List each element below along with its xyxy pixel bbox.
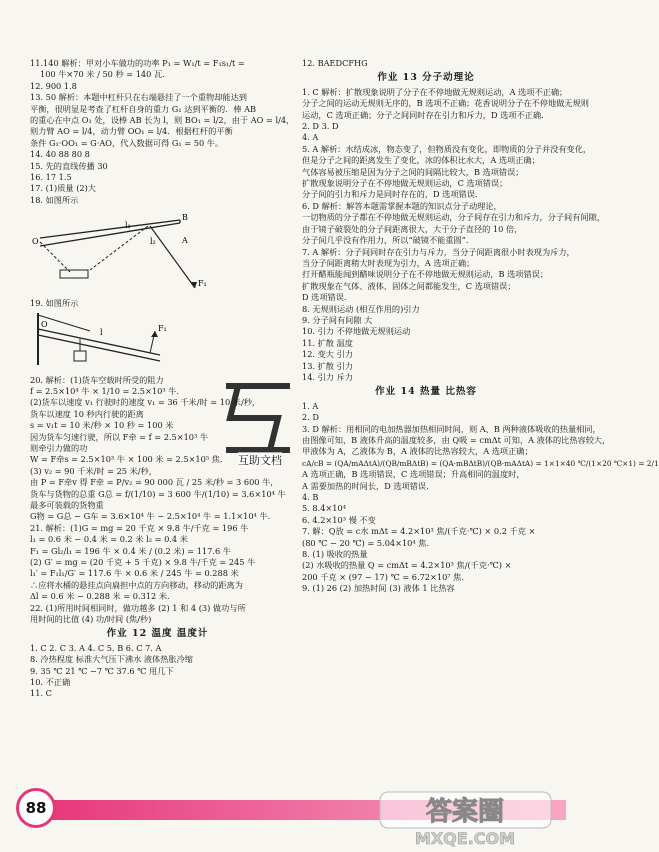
answer-20-l11: 货车与货物的总重 G总 = f/(1/10) = 3 600 牛/(1/10) = 3.6×10⁴ 牛 [30,488,286,499]
logo-text: 答案圈 [425,797,505,827]
answer-21-l4: (2) G′ = mg = (20 千克 + 5 千克) × 9.8 牛/千克 = 245 牛 [30,557,256,567]
answer-12: 12. 900 1.8 [30,80,77,91]
answer-13-5-l3: 气体容易被压缩是因为分子之间的间隔比较大，B 选项错误； [302,166,524,177]
answer-20-l3: (2)货车以速度 v₁ 行驶时的速度 v₁ = 36 千米/时 = 10 米/秒， [30,397,261,408]
answer-21-l7: Δl = 0.6 米 − 0.288 米 = 0.312 米. [30,591,170,602]
answer-13-1: 1. C 解析：扩散现象说明了分子在不停地做无规则运动，A 选项不正确； [302,86,568,97]
answer-12-11: 11. C [30,688,52,699]
answer-13-9: 9. 分子间有间隙 大 [302,314,373,325]
answer-13-6: 6. D 解析：解答本题需掌握本题的知识点分子动理论， [302,200,502,211]
answer-14-4: 4. B [302,492,319,503]
logo-url: MXQE.COM [414,829,516,848]
answer-20-l8: W = F牵s = 2.5×10³ 牛 × 100 米 = 2.5×10⁵ 焦. [30,454,223,465]
fig19-label-o: O [41,320,48,330]
answer-21-l5: l₁′ = F₁l₁/G′ = 117.6 牛 × 0.6 米 / 245 牛 = 0.288 米 [30,568,239,579]
answer-13-l4: 则力臂 AO = l/4，动力臂 OO₁ = l/4．根据杠杆的平衡 [30,126,233,137]
answer-13-5-l4: 扩散现象说明分子在不停地做无规则运动，C 选项错误； [302,178,508,189]
answer-13-4: 4. A [302,132,319,143]
answer-14-2: 2. D [302,412,319,423]
answer-18: 18. 如图所示 [30,194,79,205]
answer-13-14: 14. 引力 斥力 [302,371,353,382]
answer-13-5: 5. A 解析：水结成冰，物态变了，但物质没有变化，即物质的分子并没有变化， [302,143,592,154]
answer-13-5-l5: 分子间的引力和斥力是同时存在的，D 选项错误. [302,189,478,200]
answer-20-l12: 最多可装载的货物重 [30,499,104,510]
answer-14-3-l2: 由图像可知，B 液体升高的温度较多，由 Q吸 = cmΔt 可知，A 液体的比热容较大， [302,435,611,445]
page-number: 88 [16,788,56,828]
answer-20-l2: f = 2.5×10⁴ 牛 × 1/10 = 2.5×10³ 牛. [30,385,179,396]
answer-20-l9: (3) v₂ = 90 千米/时 = 25 米/秒， [30,465,157,476]
answer-14-1: 1. A [302,400,319,411]
fig18-label-a: A [182,236,188,246]
site-logo [378,790,553,848]
answer-13-1-l2: 分子之间的运动无规则无序的，B 选项不正确；花香说明分子在不停地做无规则 [302,98,589,109]
answer-13-11: 11. 扩散 温度 [302,337,353,348]
answer-12-8: 8. 冷热程度 标准大气压下沸水 液体热胀冷缩 [30,654,193,665]
section-title-14: 作业 14 热量 比热容 [375,386,477,398]
answer-13-l3: 的重心在中点 O₁ 处，设棒 AB 长为 l，则 BO₁ = l/2，由于 AO = l/4， [30,115,295,126]
answer-11-cont: 100 牛×70 米 / 50 秒 = 140 瓦. [40,69,165,80]
fig19-label-l: l [100,328,103,338]
answer-14-3-formula: cA/cB = (QA/mAΔtA)/(QB/mBΔtB) = (QA·mBΔtB)/(QB·mAΔtA) = 1×1×40 ℃/(1×20 ℃×1) = 2/1 [302,458,659,468]
watermark-text: 互助文档 [238,454,282,467]
answer-20: 20. 解析：(1)货车空载时所受的阻力 [30,374,164,385]
answer-21: 21. 解析：(1)G = mg = 20 千克 × 9.8 牛/千克 = 196 牛 [30,522,249,533]
answer-r-12: 12. BAEDCFHG [302,58,368,68]
fig18-label-o: O [32,237,39,247]
answer-14-8-l3: 200 千克 × (97 − 17) ℃ = 6.72×10⁷ 焦. [302,571,464,582]
answer-12-10: 10. 不正确 [30,677,71,688]
answer-20-l10: 由 P = F牵v 得 F牵 = P/v₂ = 90 000 瓦 / 25 米/秒 = 3 600 牛， [30,477,279,488]
answer-13-6-l3: 由于镜子破裂处的分子间距离很大，大于分子直径的 10 倍， [302,223,523,234]
answer-22-l2: 用时间的比值 (4) 功/时间 (焦/秒) [30,614,152,625]
answer-21-l3: F₁ = Gl₂/l₁ = 196 牛 × 0.4 米 / (0.2 米) = 117.6 牛 [30,545,231,556]
answer-13-6-l4: 分子间几乎没有作用力，所以“破镜不能重圆”. [302,235,469,246]
answer-13-6-l2: 一切物质的分子都在不停地做无规则运动，分子间存在引力和斥力，分子间有间隙， [302,212,605,223]
answer-14-3-l5: A 选项正确，B 选项错误，C 选项错误；升高相同的温度时， [302,469,525,480]
answer-14-3-l6: A 需要加热的时间长，D 选项错误. [302,480,429,491]
answer-13-12: 12. 变大 引力 [302,349,353,360]
fig18-label-b: B [182,213,188,223]
answer-11: 11.140 解析：甲对小车做功的功率 P₁ = W₁/t = F₁s₁/t = [30,58,245,68]
answer-17: 17. (1)质量 (2)大 [30,183,96,194]
section-title-13: 作业 13 分子动理论 [377,72,475,84]
answer-13-7-l3: 打开醋瓶能闻到醋味说明分子在不停地做无规则运动，B 选项错误； [302,269,549,280]
answer-13-7: 7. A 解析：分子间同时存在引力与斥力，当分子间距离很小时表现为斥力， [302,246,575,257]
answer-13-1-l3: 运动，C 选项正确；分子之间同时存在引力和斥力，D 选项不正确. [302,109,544,120]
answer-13-7-l4: 扩散现象在气体、液体、固体之间都能发生，C 选项错误； [302,280,516,291]
section-title-12: 作业 12 温度 温度计 [106,628,209,640]
answer-14-8-l2: (2) 水吸收的热量 Q = cmΔt = 4.2×10³ 焦/(千克·℃) × [302,560,512,571]
answer-15: 15. 先的直线传播 30 [30,160,108,171]
answer-21-l6: ∴应将水桶的悬挂点向扁担中点的方向移动，移动的距离为 [30,579,243,590]
answer-20-l4: 货车以速度 10 秒内行驶的距离 [30,408,144,419]
answer-20-l7: 则牵引力做的功 [30,442,88,453]
answer-14-6: 6. 4.2×10³ 慢 不变 [302,514,376,525]
answer-12-1to7: 1. C 2. C 3. A 4. C 5. B 6. C 7. A [30,642,162,653]
answer-20-l6: 因为货车匀速行驶，所以 F牵 = f = 2.5×10³ 牛 [30,431,209,442]
answer-13-l5: 条件 G₁·OO₁ = G·AO，代入数据可得 G₁ = 50 牛。 [30,137,224,148]
answer-13-8: 8. 无规则运动 (相互作用的)引力 [302,303,420,314]
answer-13-l2: 平衡，很明显是考查了杠杆自身的重力 G₁ 达到平衡的．棒 AB [30,103,257,114]
answer-13-7-l2: 当分子间距离稍大时表现为引力，A 选项正确； [302,257,475,268]
answer-14-5: 5. 8.4×10⁴ [302,503,346,514]
answer-20-l5: s = v₁t = 10 米/秒 × 10 秒 = 100 米 [30,420,174,431]
right-column [302,58,659,595]
answer-22: 22. (1)所用时间相同时，做功越多 (2) 1 和 4 (3) 做功与所 [30,602,246,613]
fig18-label-f1: F₁ [198,279,207,289]
answer-14-3: 3. D 解析：用相同的电加热器加热相同时间，则 A、B 两种液体吸收的热量相同， [302,423,601,434]
answer-13-5-l2: 但是分子之间的距离发生了变化，冰的体积比水大，A 选项正确； [302,155,540,166]
answer-14-3-l3: 甲液体为 A，乙液体为 B，A 液体的比热容较大，A 选项正确； [302,446,533,457]
answer-21-l2: l₁ = 0.6 米 − 0.4 米 = 0.2 米 l₂ = 0.4 米 [30,534,188,545]
figure-19 [30,311,285,370]
answer-14-7: 7. 解：Q放 = c水 mΔt = 4.2×10³ 焦/(千克·℃) × 0.2 千克 × [302,526,536,537]
answer-20-l13: G物 = G总 − G车 = 3.6×10⁴ 牛 − 2.5×10⁴ 牛 = 1.1×10⁴ 牛. [30,511,271,522]
figure-18 [30,208,285,293]
answer-12-9: 9. 35 ℃ 21 ℃ −7 ℃ 37.6 ℃ 用几下 [30,665,174,676]
answer-16: 16. 17 1.5 [30,172,72,183]
fig18-label-l1: l₁ [125,221,131,231]
answer-13-7-l5: D 选项错误. [302,292,347,303]
answer-13-10: 10. 引力 不停地做无规则运动 [302,326,411,337]
answer-13: 13. 50 解析：本题中杠杆只在右端悬挂了一个重物却能达到 [30,92,247,103]
answer-14-7-l2: (80 ℃ − 20 ℃) = 5.04×10⁴ 焦. [302,537,430,548]
answer-13-2-3: 2. D 3. D [302,121,339,132]
fig19-label-f1: F₁ [158,324,167,334]
answer-19: 19. 如图所示 [30,297,79,308]
fig18-label-l2: l₂ [150,237,156,247]
answer-14: 14. 40 88 80 8 [30,149,90,160]
answer-14-8: 8. (1) 吸收的热量 [302,549,368,560]
answer-13-13: 13. 扩散 引力 [302,360,353,371]
answer-14-9: 9. (1) 26 (2) 加热时间 (3) 液体 1 比热容 [302,583,455,594]
